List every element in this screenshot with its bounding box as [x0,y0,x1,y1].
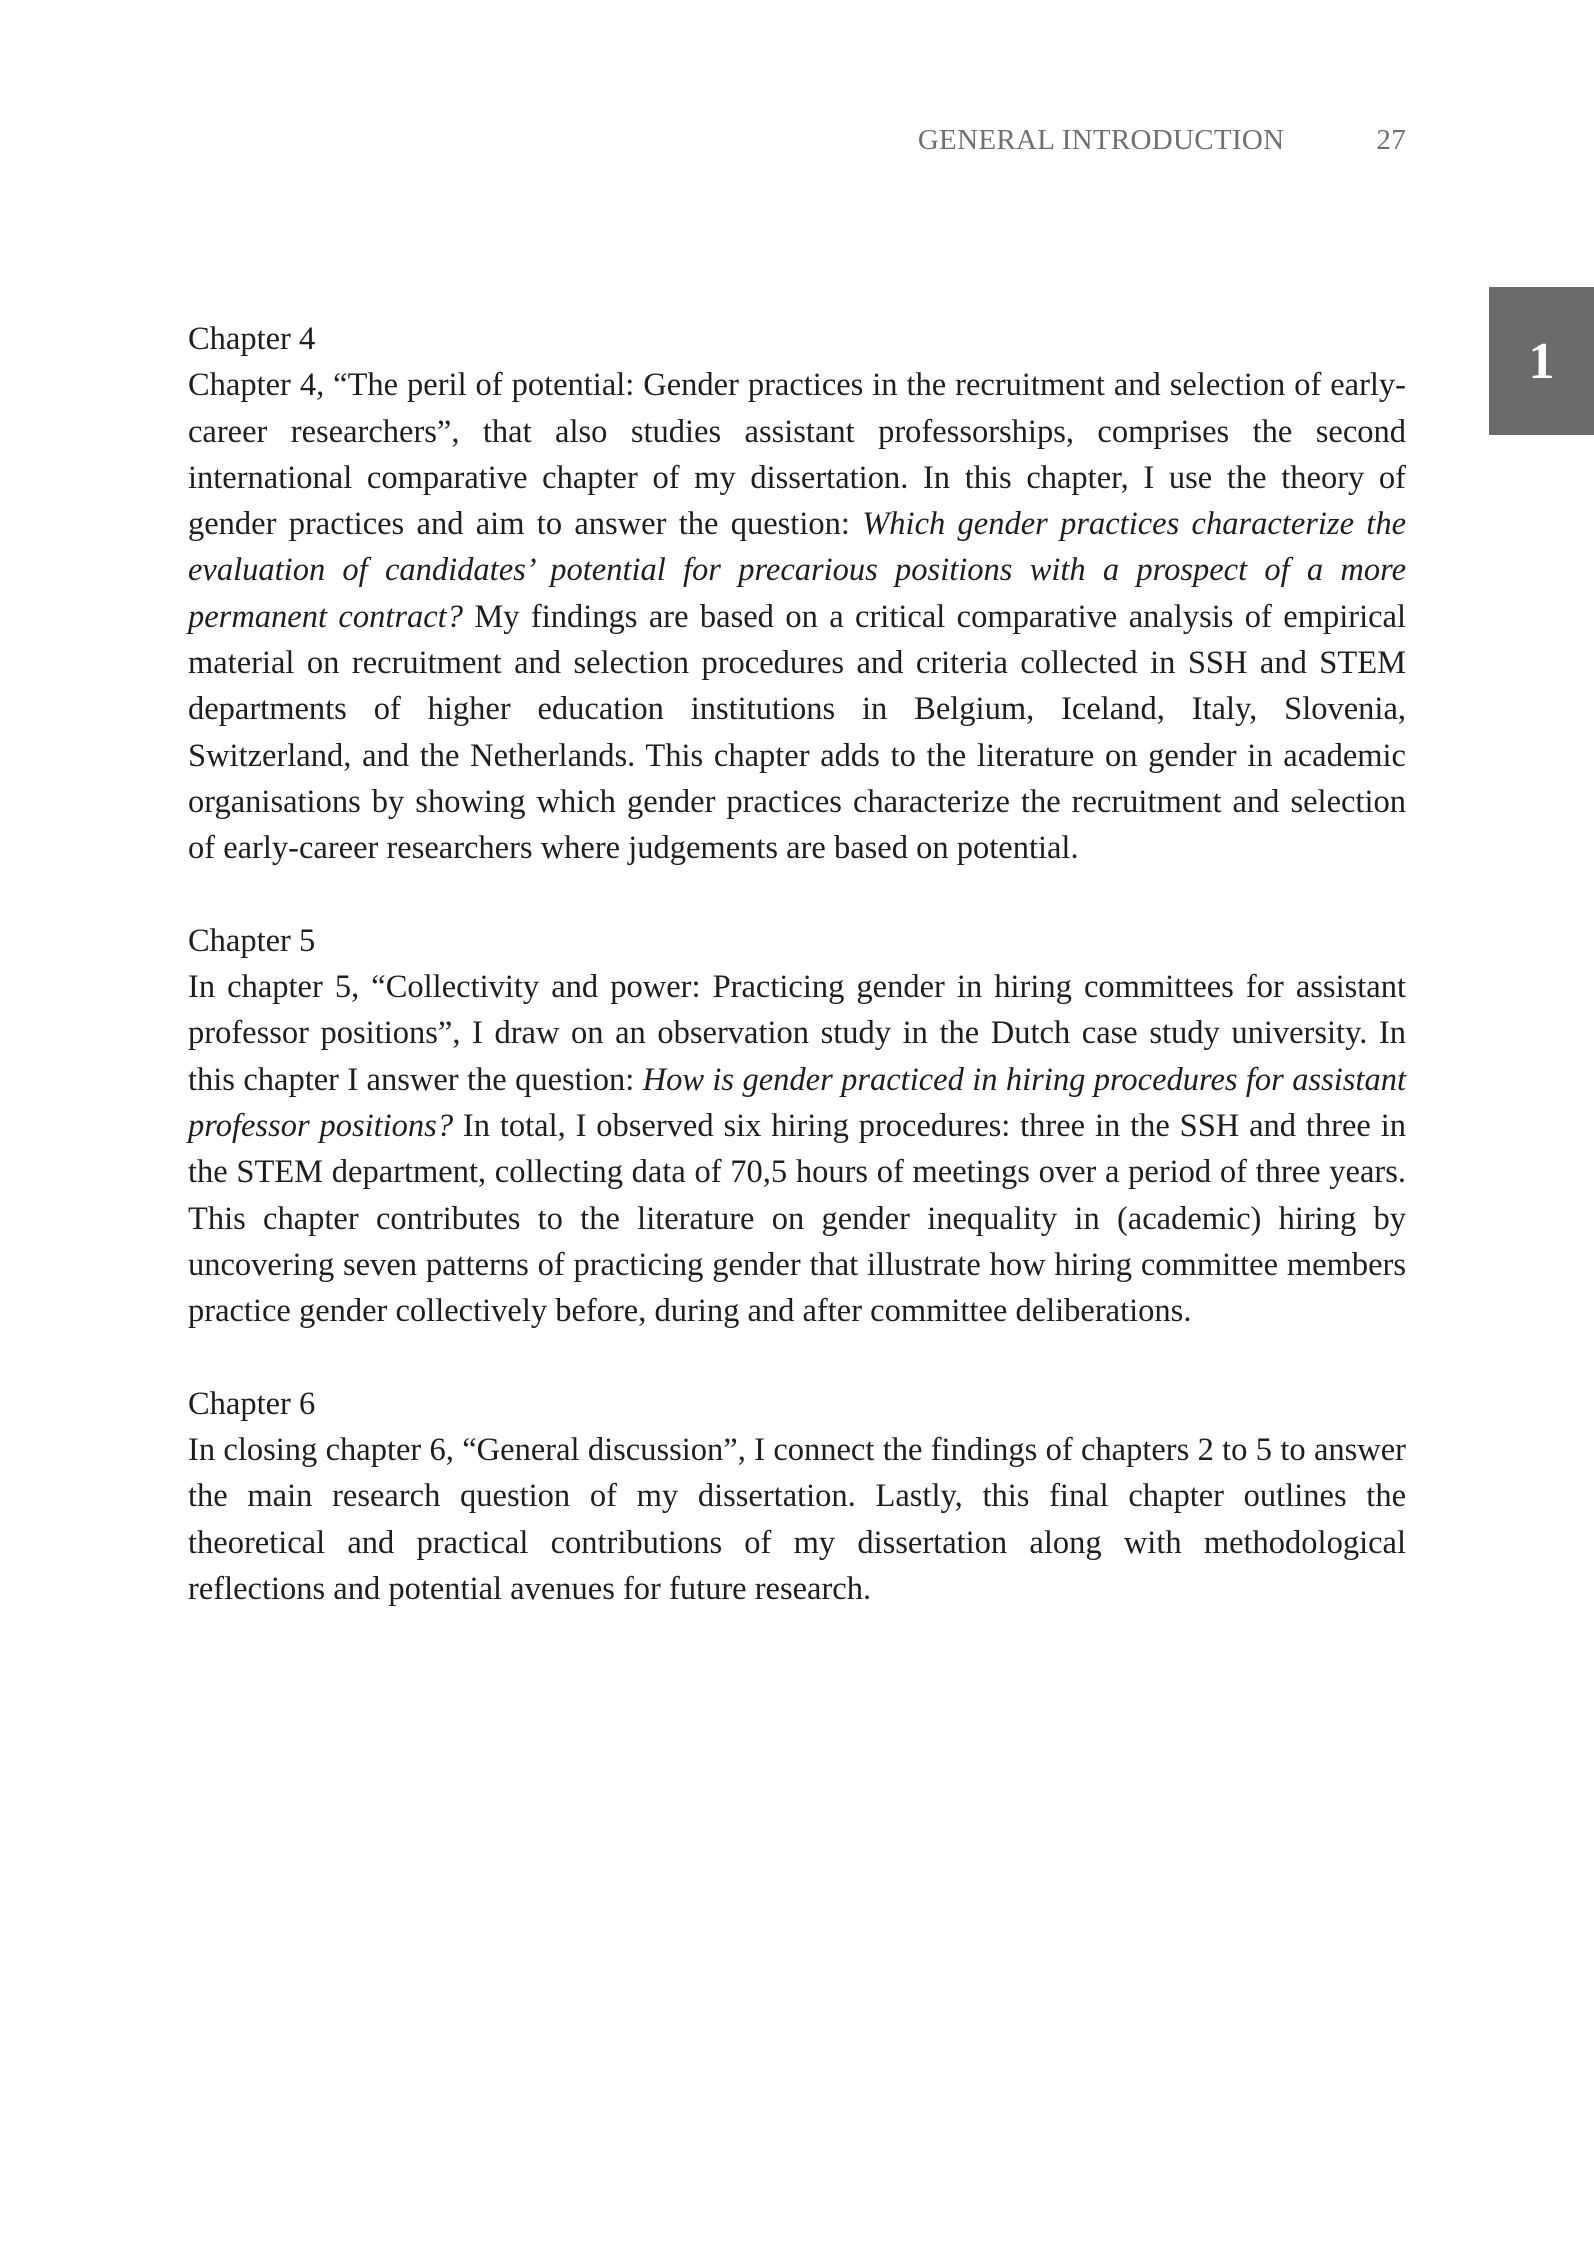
section-heading: Chapter 6 [188,1385,316,1422]
chapter-thumb-tab [1489,287,1594,435]
chapter-tab-label: 1 [1528,332,1555,390]
paragraph-text: In chapter 5, “Collectivity and power: Practicing gender in hiring committees for assistant professor positions”, I draw on an observation study in the Dutch case study university. In this chapter I answer the question: [188,969,1406,1098]
section-chapter-4 [188,316,1406,872]
section-chapter-5 [188,918,1406,1335]
section-heading: Chapter 5 [188,922,316,959]
paragraph-text: In total, I observed six hiring procedures: three in the SSH and three in the STEM department, collecting data of 70,5 hours of meetings over a period of three years. This chapter contributes to the literature on gender inequality in (academic) hiring by uncovering seven patterns of practicing gender that illustrate how hiring committee members practice gender collectively before, during and after committee deliberations. [188,1108,1406,1330]
page-body [188,316,1406,1659]
section-paragraph [188,362,1406,871]
paragraph-text: Chapter 4, “The peril of potential: Gender practices in the recruitment and selection of early-career researchers”, that also studies assistant professorships, comprises the second international comparative chapter of my dissertation. In this chapter, I use the theory of gender practices and aim to answer the question: [188,367,1406,543]
research-question: How is gender practiced in hiring procedures for assistant professor positions? [188,1061,1406,1145]
section-heading: Chapter 4 [188,321,316,357]
running-title: GENERAL INTRODUCTION [917,124,1285,156]
section-chapter-6 [188,1381,1406,1612]
research-question: Which gender practices characterize the evaluation of candidates’ potential for precarious positions with a prospect of a more permanent contract? [188,506,1407,635]
page-number: 27 [1376,124,1406,156]
section-paragraph [188,964,1406,1334]
section-paragraph: In closing chapter 6, “General discussion”, I connect the findings of chapters 2 to 5 to answer the main research question of my dissertation. Lastly, this final chapter outlines the theoretical and practical contributions of my dissertation along with methodological reflections and potential avenues for future research. [188,1432,1406,1608]
paragraph-text: My findings are based on a critical comparative analysis of empirical material on recruitment and selection procedures and criteria collected in SSH and STEM departments of higher education institutions in Belgium, Iceland, Italy, Slovenia, Switzerland, and the Netherlands. This chapter adds to the literature on gender in academic organisations by showing which gender practices characterize the recruitment and selection of early-career researchers where judgements are based on potential. [188,598,1406,867]
running-header [918,124,1406,157]
